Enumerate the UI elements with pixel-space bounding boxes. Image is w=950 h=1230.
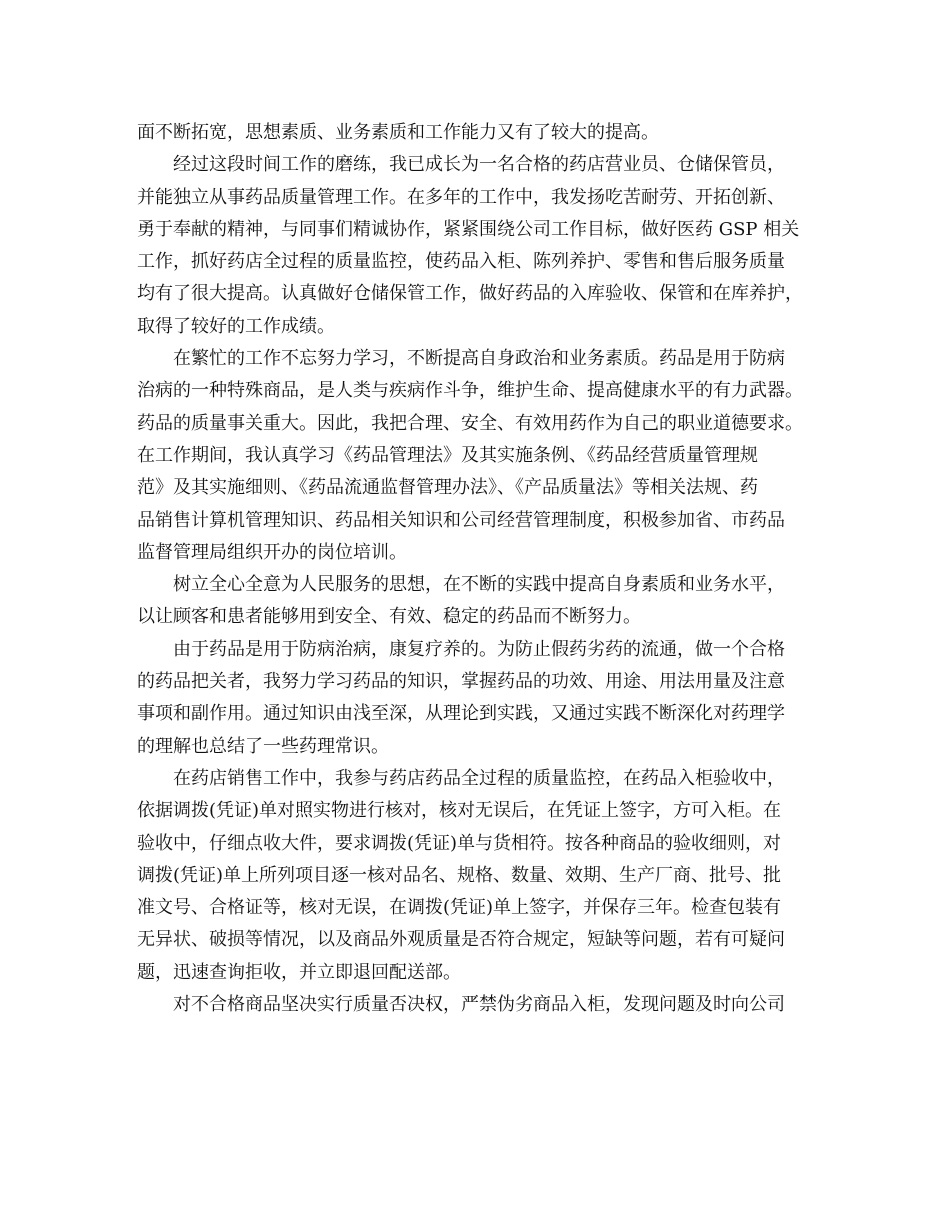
text-line: 范》及其实施细则、《药品流通监督管理办法》、《产品质量法》等相关法规、药: [137, 477, 758, 499]
text-line: 监督管理局组织开办的岗位培训。: [137, 541, 407, 563]
text-line: 面不断拓宽，思想素质、业务素质和工作能力又有了较大的提高。: [137, 122, 659, 143]
text-line: 由于药品是用于防病治病，康复疗养的。为防止假药劣药的流通，做一个合格: [173, 638, 785, 660]
text-line: 题，迅速查询拒收，并立即退回配送部。: [137, 961, 461, 983]
text-line: 调拨(凭证)单上所列项目逐一核对品名、规格、数量、效期、生产厂商、批号、批: [137, 864, 782, 886]
text-line: 以让顾客和患者能够用到安全、有效、稳定的药品而不断努力。: [137, 606, 641, 628]
text-line: 事项和副作用。通过知识由浅至深，从理论到实践，又通过实践不断深化对药理学: [137, 703, 785, 725]
text-line: 的理解也总结了一些药理常识。: [137, 735, 389, 757]
body-text: [137, 117, 827, 1021]
text-line: 树立全心全意为人民服务的思想，在不断的实践中提高自身素质和业务水平，: [173, 574, 785, 596]
text-line: 对不合格商品坚决实行质量否决权，严禁伪劣商品入柜，发现问题及时向公司: [173, 994, 785, 1016]
text-line: 在工作期间，我认真学习《药品管理法》及其实施条例、《药品经营质量管理规: [137, 444, 758, 466]
text-line: 验收中，仔细点收大件，要求调拨(凭证)单与货相符。按各种商品的验收细则，对: [137, 832, 782, 854]
text-line: 在繁忙的工作不忘努力学习，不断提高自身政治和业务素质。药品是用于防病: [173, 348, 785, 370]
text-line: 工作，抓好药店全过程的质量监控，使药品入柜、陈列养护、零售和售后服务质量: [137, 251, 785, 273]
text-line: 依据调拨(凭证)单对照实物进行核对，核对无误后，在凭证上签字，方可入柜。在: [137, 800, 782, 822]
text-line: 准文号、合格证等，核对无误，在调拨(凭证)单上签字，并保存三年。检查包装有: [137, 897, 782, 919]
text-line: 品销售计算机管理知识、药品相关知识和公司经营管理制度，积极参加省、市药品: [137, 509, 785, 531]
text-line: 取得了较好的工作成绩。: [137, 315, 335, 337]
text-line: 无异状、破损等情况，以及商品外观质量是否符合规定，短缺等问题，若有可疑问: [137, 929, 785, 951]
text-line: 勇于奉献的精神，与同事们精诚协作，紧紧围绕公司工作目标，做好医药 GSP 相关: [137, 218, 800, 240]
text-line: 药品的质量事关重大。因此，我把合理、安全、有效用药作为自己的职业道德要求。: [137, 412, 803, 434]
text-line: 治病的一种特殊商品，是人类与疾病作斗争，维护生命、提高健康水平的有力武器。: [137, 380, 803, 402]
text-line: 的药品把关者，我努力学习药品的知识，掌握药品的功效、用途、用法用量及注意: [137, 671, 785, 693]
text-line: 均有了很大提高。认真做好仓储保管工作，做好药品的入库验收、保管和在库养护，: [137, 283, 803, 305]
text-line: 经过这段时间工作的磨练，我已成长为一名合格的药店营业员、仓储保管员，: [173, 154, 785, 176]
text-line: 在药店销售工作中，我参与药店药品全过程的质量监控，在药品入柜验收中，: [173, 767, 785, 789]
text-line: 并能独立从事药品质量管理工作。在多年的工作中，我发扬吃苦耐劳、开拓创新、: [137, 186, 785, 208]
